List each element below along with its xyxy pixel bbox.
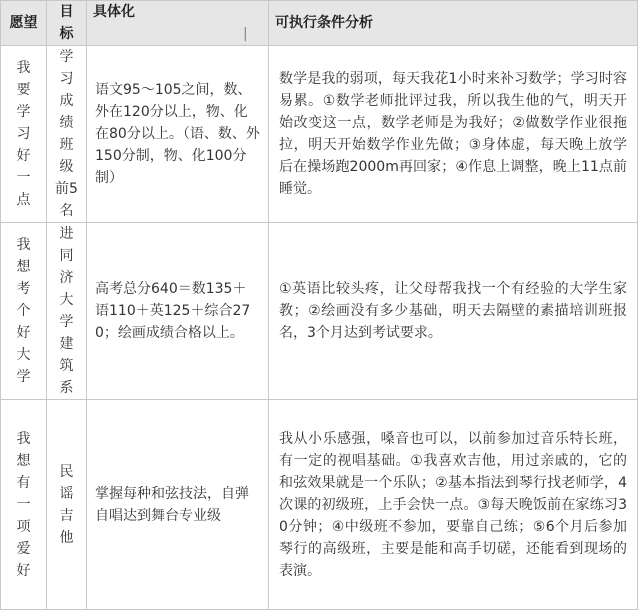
spec-cell: 掌握每种和弦技法，自弹自唱达到舞台专业级 xyxy=(87,400,269,610)
goal-cell: 学习成绩班级前5名 xyxy=(47,46,87,223)
goal-cell: 进同济大学建筑系 xyxy=(47,223,87,400)
wish-cell: 我要学习好一点 xyxy=(1,46,47,223)
analysis-cell: ①英语比较头疼，让父母帮我找一个有经验的大学生家教；②绘画没有多少基础，明天去隔壁的素描培训班报名，3个月达到考试要求。 xyxy=(269,223,638,400)
table-header-row xyxy=(1,1,638,46)
table-row xyxy=(1,46,638,223)
spec-cell: 语文95～105之间，数、外在120分以上，物、化在80分以上。（语、数、外150分制，物、化100分制） xyxy=(87,46,269,223)
header-text-cursor-mark: | xyxy=(243,26,248,42)
wish-cell: 我想考个好大学 xyxy=(1,223,47,400)
goal-cell: 民谣吉他 xyxy=(47,400,87,610)
header-spec-cell xyxy=(87,1,269,46)
spec-cell: 高考总分640＝数135＋语110＋英125＋综合270；绘画成绩合格以上。 xyxy=(87,223,269,400)
header-analysis: 可执行条件分析 xyxy=(269,1,638,46)
analysis-cell: 我从小乐感强，嗓音也可以，以前参加过音乐特长班，有一定的视唱基础。①我喜欢吉他，用过亲戚的，它的和弦效果就是一个乐队；②基本指法到琴行找老师学，4次课的初级班，上手会快一点。③每天晚饭前在家练习30分钟；④中级班不参加，要靠自己练；⑤6个月后参加琴行的高级班，主要是能和高手切磋，还能看到现场的表演。 xyxy=(269,400,638,610)
table-row xyxy=(1,223,638,400)
wish-cell: 我想有一项爱好 xyxy=(1,400,47,610)
header-wish: 愿望 xyxy=(1,1,47,46)
header-spec: 具体化 xyxy=(93,4,135,20)
analysis-cell: 数学是我的弱项，每天我花1小时来补习数学；学习时容易累。①数学老师批评过我，所以我生他的气，明天开始改变这一点，数学老师是为我好；②做数学作业很拖拉，明天开始数学作业先做；③身体虚，每天晚上放学后在操场跑2000m再回家；④作息上调整，晚上11点前睡觉。 xyxy=(269,46,638,223)
table-row xyxy=(1,400,638,610)
header-goal: 目标 xyxy=(47,1,87,46)
